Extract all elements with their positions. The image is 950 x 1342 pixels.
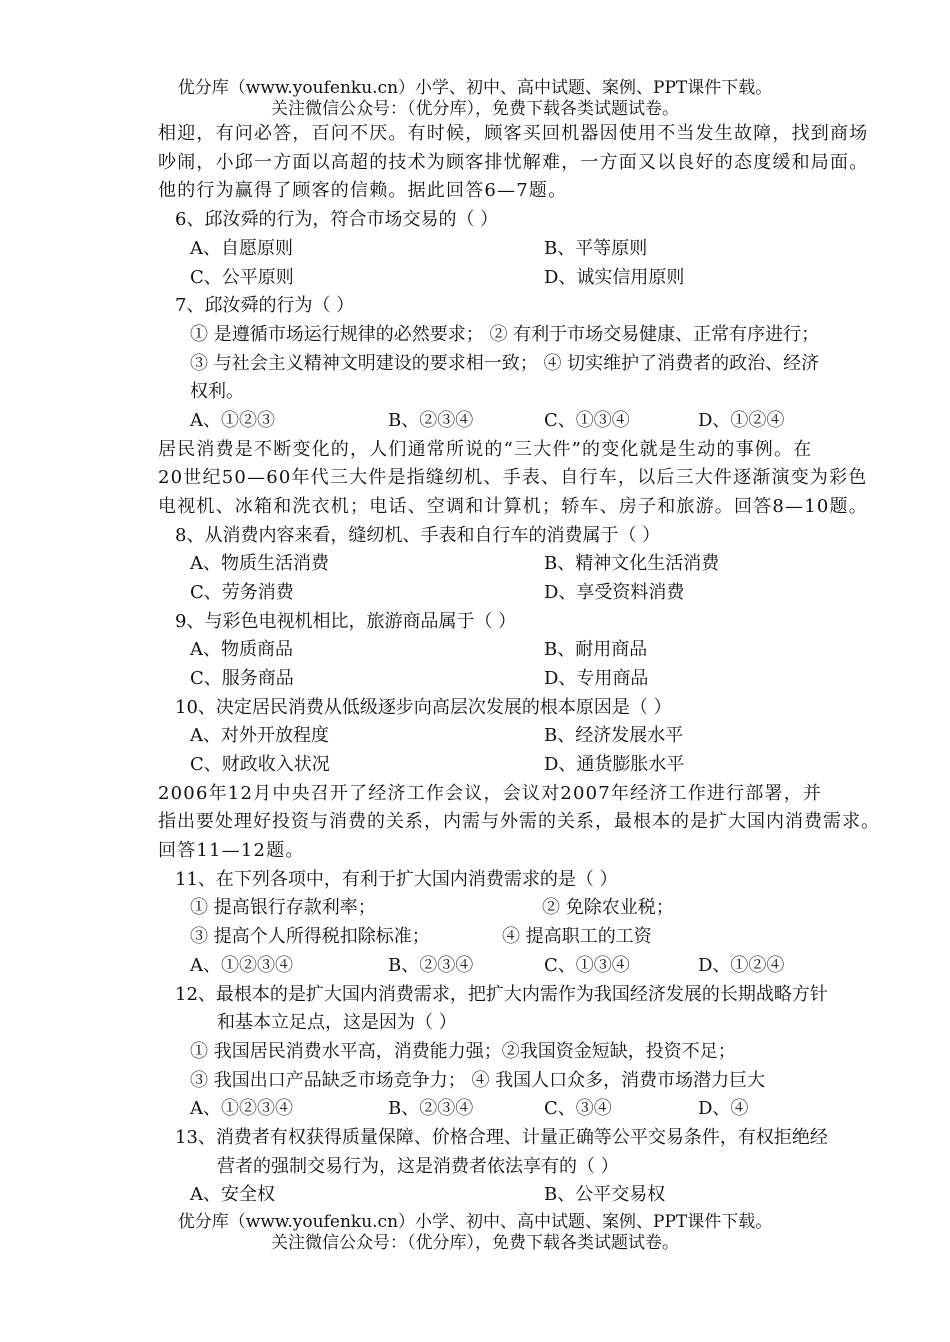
q7-option-d: D、①②④ xyxy=(698,410,785,431)
q12-stem-cont: 和基本立足点，这是因为（ ） xyxy=(217,1012,457,1033)
q11-option-b: B、②③④ xyxy=(388,955,474,976)
q8-option-d: D、享受资料消费 xyxy=(544,582,685,603)
q6-stem: 6、邱汝舜的行为，符合市场交易的（ ） xyxy=(175,209,499,230)
q12-stem: 12、最根本的是扩大国内消费需求，把扩大内需作为我国经济发展的长期战略方针 xyxy=(175,984,828,1005)
q11-statement-2: ② 免除农业税； xyxy=(542,897,674,918)
q9-option-c: C、服务商品 xyxy=(190,668,294,689)
footer-line-2: 关注微信公众号：（优分库），免费下载各类试题试卷。 xyxy=(271,1233,679,1253)
q7-statement-2: ③ 与社会主义精神文明建设的要求相一致； ④ 切实维护了消费者的政治、经济 xyxy=(190,353,820,374)
q8-option-b: B、精神文化生活消费 xyxy=(544,553,720,574)
q11-statement-3: ③ 提高个人所得税扣除标准； xyxy=(190,926,430,947)
header-line-1: 优分库（www.youfenku.cn）小学、初中、高中试题、案例、PPT课件下载。 xyxy=(177,78,773,98)
q12-option-d: D、④ xyxy=(698,1098,749,1119)
q6-option-b: B、平等原则 xyxy=(544,238,648,259)
q7-option-b: B、②③④ xyxy=(388,410,474,431)
q8-option-a: A、物质生活消费 xyxy=(190,553,329,574)
intro2-line-2: 20世纪50—60年代三大件是指缝纫机、手表、自行车，以后三大件逐渐演变为彩色 xyxy=(158,467,868,488)
q11-option-d: D、①②④ xyxy=(698,955,785,976)
q11-option-c: C、①③④ xyxy=(544,955,630,976)
q12-statement-1: ① 我国居民消费水平高，消费能力强；②我国资金短缺，投资不足； xyxy=(190,1041,736,1062)
q10-option-b: B、经济发展水平 xyxy=(544,725,684,746)
intro1-line-1: 相迎，有问必答，百问不厌。有时候，顾客买回机器因使用不当发生故障，找到商场 xyxy=(158,123,869,144)
q6-option-d: D、诚实信用原则 xyxy=(544,267,685,288)
intro2-line-1: 居民消费是不断变化的，人们通常所说的“三大件”的变化就是生动的事例。在 xyxy=(158,439,813,460)
intro2-line-3: 电视机、冰箱和洗衣机；电话、空调和计算机；轿车、房子和旅游。回答8—10题。 xyxy=(158,496,868,517)
q12-statement-2: ③ 我国出口产品缺乏市场竞争力； ④ 我国人口众多，消费市场潜力巨大 xyxy=(190,1070,766,1091)
q11-stem: 11、在下列各项中，有利于扩大国内消费需求的是（ ） xyxy=(175,869,618,890)
intro1-line-3: 他的行为赢得了顾客的信赖。据此回答6—7题。 xyxy=(158,180,568,201)
q13-stem-cont: 营者的强制交易行为，这是消费者依法享有的（ ） xyxy=(217,1156,619,1177)
q8-option-c: C、劳务消费 xyxy=(190,582,294,603)
q11-option-a: A、①②③④ xyxy=(190,955,293,976)
intro3-line-1: 2006年12月中央召开了经济工作会议，会议对2007年经济工作进行部署，并 xyxy=(158,783,823,804)
header-line-2: 关注微信公众号：（优分库），免费下载各类试题试卷。 xyxy=(271,99,679,119)
q7-option-c: C、①③④ xyxy=(544,410,630,431)
q11-statement-1: ① 提高银行存款利率； xyxy=(190,897,376,918)
q10-stem: 10、决定居民消费从低级逐步向高层次发展的根本原因是（ ） xyxy=(175,697,672,718)
q7-statement-1: ① 是遵循市场运行规律的必然要求； ② 有利于市场交易健康、正常有序进行； xyxy=(190,324,820,345)
q7-option-a: A、①②③ xyxy=(190,410,275,431)
intro3-line-2: 指出要处理好投资与消费的关系，内需与外需的关系，最根本的是扩大国内消费需求。 xyxy=(158,811,880,832)
q8-stem: 8、从消费内容来看，缝纫机、手表和自行车的消费属于（ ） xyxy=(175,525,661,546)
q13-option-a: A、安全权 xyxy=(190,1184,275,1205)
q11-statement-4: ④ 提高职工的工资 xyxy=(502,926,652,947)
q7-stem: 7、邱汝舜的行为（ ） xyxy=(175,295,355,316)
q6-option-c: C、公平原则 xyxy=(190,267,294,288)
q12-option-a: A、①②③④ xyxy=(190,1098,293,1119)
q7-statement-2-cont: 权利。 xyxy=(190,381,244,402)
q9-stem: 9、与彩色电视机相比，旅游商品属于（ ） xyxy=(175,611,517,632)
q10-option-a: A、对外开放程度 xyxy=(190,725,329,746)
q13-option-b: B、公平交易权 xyxy=(544,1184,666,1205)
intro1-line-2: 吵闹，小邱一方面以高超的技术为顾客排忧解难，一方面又以良好的态度缓和局面。 xyxy=(158,152,869,173)
q13-stem: 13、消费者有权获得质量保障、价格合理、计量正确等公平交易条件，有权拒绝经 xyxy=(175,1127,828,1148)
q10-option-c: C、财政收入状况 xyxy=(190,754,330,775)
q9-option-a: A、物质商品 xyxy=(190,639,293,660)
q6-option-a: A、自愿原则 xyxy=(190,238,293,259)
intro3-line-3: 回答11—12题。 xyxy=(158,840,305,861)
footer-line-1: 优分库（www.youfenku.cn）小学、初中、高中试题、案例、PPT课件下载。 xyxy=(177,1212,773,1232)
q9-option-b: B、耐用商品 xyxy=(544,639,648,660)
q12-option-c: C、③④ xyxy=(544,1098,612,1119)
q12-option-b: B、②③④ xyxy=(388,1098,474,1119)
q10-option-d: D、通货膨胀水平 xyxy=(544,754,685,775)
q9-option-d: D、专用商品 xyxy=(544,668,649,689)
